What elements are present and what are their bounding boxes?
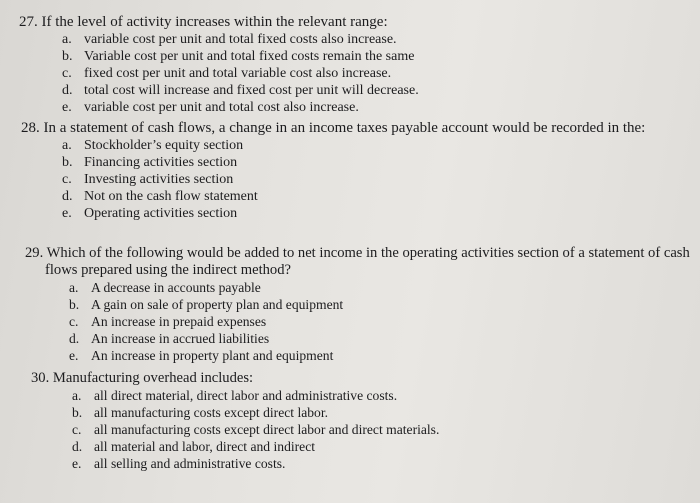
option-text: A decrease in accounts payable [91, 280, 261, 295]
option-e [62, 205, 645, 222]
option-list [62, 137, 645, 222]
option-text: Operating activities section [84, 206, 238, 221]
option-text: all manufacturing costs except direct labor and direct materials. [94, 422, 440, 437]
option-e [62, 99, 419, 116]
option-c [69, 313, 695, 330]
option-text: Variable cost per unit and total fixed costs remain the same [84, 49, 415, 64]
option-letter: a. [62, 32, 72, 47]
option-text: total cost will increase and fixed cost per unit will decrease. [84, 83, 419, 98]
option-letter: d. [62, 189, 73, 204]
option-b [62, 154, 645, 171]
option-letter: e. [62, 100, 72, 115]
option-letter: a. [69, 280, 79, 295]
option-text: all material and labor, direct and indirect [94, 439, 316, 454]
option-letter: c. [69, 314, 79, 329]
option-text: all manufacturing costs except direct labor. [94, 405, 329, 420]
option-text: fixed cost per unit and total variable cost also increase. [84, 66, 392, 81]
option-b [69, 296, 695, 313]
option-list [62, 31, 419, 116]
question-30 [31, 370, 439, 472]
option-letter: b. [62, 49, 73, 64]
option-c [62, 65, 419, 82]
option-b [72, 404, 439, 421]
option-a [72, 387, 439, 404]
option-b [62, 48, 419, 65]
option-list [69, 279, 695, 364]
option-d [72, 438, 439, 455]
option-letter: c. [62, 172, 72, 187]
question-28 [21, 120, 645, 222]
option-text: Financing activities section [84, 155, 238, 170]
option-letter: d. [72, 439, 83, 454]
option-d [62, 188, 645, 205]
option-letter: a. [72, 388, 82, 403]
option-text: An increase in property plant and equipment [91, 348, 334, 363]
option-text: Investing activities section [84, 172, 234, 187]
option-letter: c. [72, 422, 82, 437]
option-text: A gain on sale of property plan and equipment [91, 297, 344, 312]
option-text: Stockholder’s equity section [84, 138, 244, 153]
option-text: An increase in accrued liabilities [91, 331, 270, 346]
option-c [72, 421, 439, 438]
option-text: all selling and administrative costs. [94, 456, 286, 471]
option-letter: a. [62, 138, 72, 153]
question-29 [25, 245, 695, 364]
option-a [62, 137, 645, 154]
question-stem: 27. If the level of activity increases within the relevant range: [19, 14, 388, 30]
option-d [69, 330, 695, 347]
option-list [72, 387, 439, 472]
question-27 [19, 14, 419, 116]
option-letter: b. [62, 155, 73, 170]
option-letter: b. [72, 405, 83, 420]
option-a [62, 31, 419, 48]
option-text: An increase in prepaid expenses [91, 314, 267, 329]
option-letter: b. [69, 297, 80, 312]
question-stem-line-2: flows prepared using the indirect method? [45, 262, 291, 278]
option-a [69, 279, 695, 296]
option-text: variable cost per unit and total cost also increase. [84, 100, 359, 115]
option-letter: d. [62, 83, 73, 98]
option-letter: e. [62, 206, 72, 221]
option-e [72, 455, 439, 472]
question-stem: 28. In a statement of cash flows, a change in an income taxes payable account would be recorded in the: [21, 120, 646, 136]
option-text: Not on the cash flow statement [84, 189, 258, 204]
question-stem-line-1: 29. Which of the following would be added to net income in the operating activities section of a statement of cash [25, 245, 690, 261]
option-d [62, 82, 419, 99]
option-letter: e. [72, 456, 82, 471]
question-stem: 30. Manufacturing overhead includes: [31, 370, 254, 386]
option-c [62, 171, 645, 188]
option-e [69, 347, 695, 364]
option-letter: e. [69, 348, 79, 363]
option-text: all direct material, direct labor and administrative costs. [94, 388, 398, 403]
option-text: variable cost per unit and total fixed costs also increase. [84, 32, 397, 47]
option-letter: c. [62, 66, 72, 81]
option-letter: d. [69, 331, 80, 346]
